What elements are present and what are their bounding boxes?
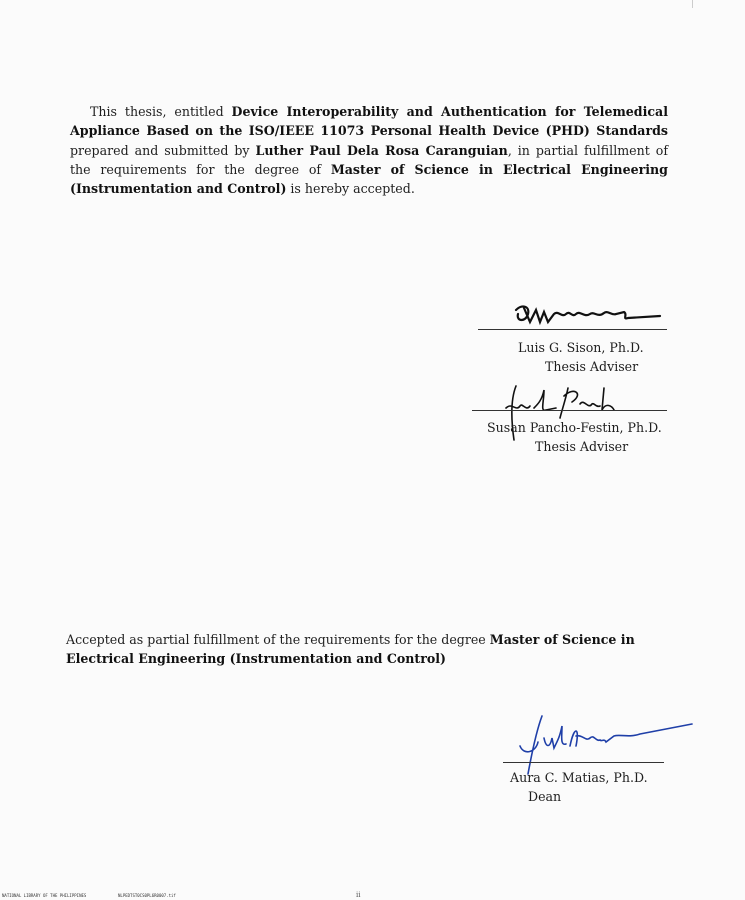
- author-name: Luther Paul Dela Rosa Caranguian: [255, 142, 508, 158]
- acceptance-text: Accepted as partial fulfillment of the requirements for the degree: [66, 632, 490, 647]
- footer-library: NATIONAL LIBRARY OF THE PHILIPPINES: [2, 893, 87, 898]
- thesis-title: Device Interoperability and Authentication for Telemedical Appliance Based on the ISO/IEEE 11073 Personal Health Device (PHD) Standards: [70, 104, 668, 139]
- footer-filename: NLPEDTST0CS0PL6R0007.tif: [118, 893, 176, 898]
- adviser-2-signature-line: [472, 410, 667, 411]
- page-number: ii: [356, 891, 361, 899]
- approval-text-4: is hereby accepted.: [286, 181, 415, 197]
- acceptance-paragraph: [66, 630, 646, 669]
- dean-role: Dean: [528, 789, 562, 804]
- approval-text-2: prepared and submitted by: [70, 142, 256, 158]
- dean-signature-line: [503, 762, 664, 763]
- adviser-2-role: Thesis Adviser: [535, 439, 629, 454]
- dean-name: Aura C. Matias, Ph.D.: [510, 770, 648, 785]
- adviser-2-name: Susan Pancho-Festin, Ph.D.: [487, 420, 662, 435]
- adviser-1-role: Thesis Adviser: [545, 359, 639, 374]
- degree-name: Master of Science in Electrical Engineering (Instrumentation and Control): [70, 161, 668, 197]
- approval-paragraph: [70, 102, 668, 198]
- adviser-1-signature: [510, 300, 670, 330]
- adviser-1-signature-line: [478, 329, 667, 330]
- approval-text-1: This thesis, entitled: [90, 104, 232, 119]
- adviser-1-name: Luis G. Sison, Ph.D.: [518, 340, 644, 355]
- scan-mark: [692, 0, 693, 8]
- approval-text-3: , in partial fulfillment of the requirements for the degree of: [70, 142, 668, 177]
- acceptance-degree: Master of Science in Electrical Engineering (Instrumentation and Control): [66, 632, 635, 667]
